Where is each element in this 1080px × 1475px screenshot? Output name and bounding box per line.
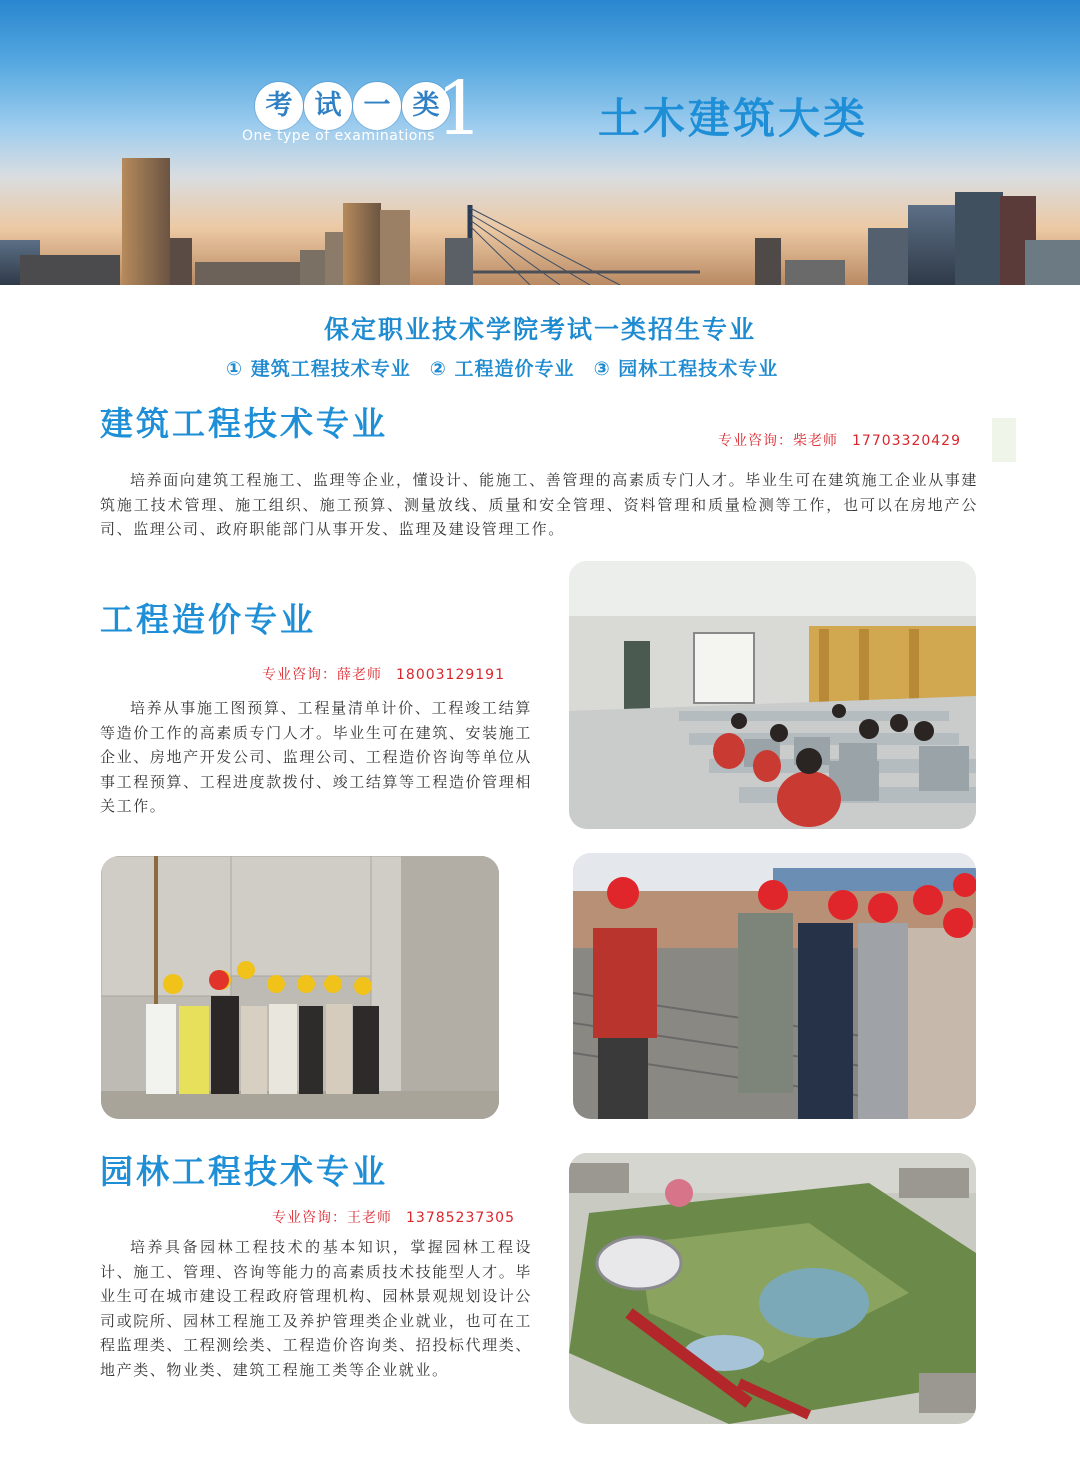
section-description: 培养面向建筑工程施工、监理等企业，懂设计、能施工、善管理的高素质专门人才。毕业生可在建筑施工企业从事建筑施工技术管理、施工组织、施工预算、测量放线、质量和安全管理、资料管理和质量检测等工作，也可以在房地产公司、监理公司、政府职能部门从事开发、监理及建设管理工作。 [100, 471, 978, 538]
majors-list [226, 354, 792, 384]
consult-info [718, 430, 961, 450]
intro-title: 保定职业技术学院考试一类招生专业 [323, 315, 756, 344]
header-banner [0, 0, 1080, 285]
major-item: ① 建筑工程技术专业 [226, 358, 411, 380]
section-description: 培养具备园林工程技术的基本知识，掌握园林工程设计、施工、管理、咨询等能力的高素质技术技能型人才。毕业生可在城市建设工程政府管理机构、园林景观规划设计公司或院所、园林工程施工及养护管理类企业就业，也可在工程监理类、工程测绘类、工程造价咨询类、招投标代理类、地产类、物业类、建筑工程施工类等企业就业。 [100, 1238, 532, 1379]
consult-phone: 18003129191 [396, 667, 505, 683]
section-description: 培养从事施工图预算、工程量清单计价、工程竣工结算等造价工作的高素质专门人才。毕业生可在建筑、安装施工企业、房地产开发公司、监理公司、工程造价咨询等单位从事工程预算、工程进度款拨付、竣工结算等工程造价管理相关工作。 [100, 699, 532, 815]
section-title: 园林工程技术专业 [100, 1152, 388, 1191]
major-item: ③ 园林工程技术专业 [593, 358, 779, 380]
landscape-rendering-image [569, 1153, 976, 1424]
consult-info [272, 1207, 515, 1227]
field-training-photo [573, 853, 976, 1119]
exam-type-badge [255, 82, 451, 130]
construction-site-photo [101, 856, 499, 1119]
consult-info [262, 664, 505, 684]
section-title: 建筑工程技术专业 [100, 404, 388, 443]
exam-char: 类 [402, 82, 450, 130]
decorative-tab [992, 418, 1016, 462]
consult-label: 专业咨询：王老师 [272, 1210, 392, 1226]
consult-phone: 17703320429 [852, 433, 961, 449]
consult-label: 专业咨询：薛老师 [262, 667, 382, 683]
consult-label: 专业咨询：柴老师 [718, 433, 838, 449]
consult-phone: 13785237305 [406, 1210, 515, 1226]
classroom-photo [569, 561, 976, 829]
exam-char: 考 [255, 82, 303, 130]
section-title: 工程造价专业 [100, 600, 316, 639]
category-title: 土木建筑大类 [598, 94, 869, 143]
exam-char: 一 [353, 82, 401, 130]
city-skyline-image [0, 0, 1080, 285]
exam-number: 1 [436, 66, 484, 152]
major-item: ② 工程造价专业 [429, 358, 575, 380]
exam-subtitle: One type of examinations [242, 128, 435, 144]
exam-char: 试 [304, 82, 352, 130]
